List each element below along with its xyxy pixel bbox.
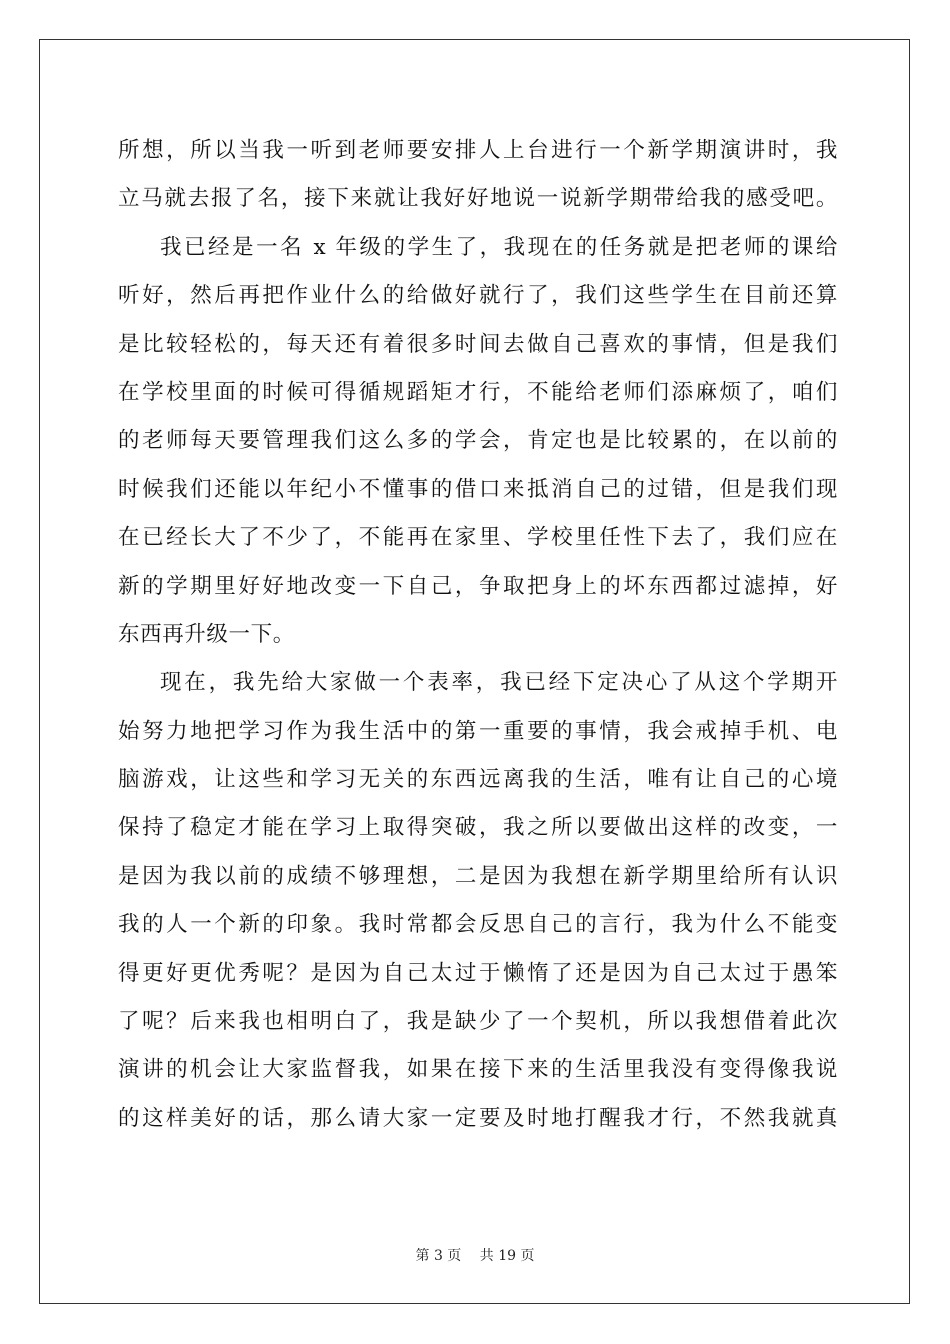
text-line: 在学校里面的时候可得循规蹈矩才行，不能给老师们添麻烦了，咱们 <box>118 379 838 405</box>
text-line: 的老师每天要管理我们这么多的学会，肯定也是比较累的，在以前的 <box>118 428 838 454</box>
text-line: 在已经长大了不少了，不能再在家里、学校里任性下去了，我们应在 <box>118 525 838 551</box>
page-total: 共 19 页 <box>479 1248 535 1264</box>
text-line: 始努力地把学习作为我生活中的第一重要的事情，我会戒掉手机、电 <box>118 718 838 744</box>
text-line: 所想，所以当我一听到老师要安排人上台进行一个新学期演讲时，我 <box>118 138 838 163</box>
text-line: 时候我们还能以年纪小不懂事的借口来抵消自己的过错，但是我们现 <box>118 476 838 502</box>
text-line: 新的学期里好好地改变一下自己，争取把身上的坏东西都过滤掉，好 <box>118 573 838 599</box>
paragraph-first-line: 现在，我先给大家做一个表率，我已经下定决心了从这个学期开 <box>160 670 838 696</box>
text-line: 是比较轻松的，每天还有着很多时间去做自己喜欢的事情，但是我们 <box>118 331 838 357</box>
text-line: 我的人一个新的印象。我时常都会反思自己的言行，我为什么不能变 <box>118 912 838 938</box>
text-line: 演讲的机会让大家监督我，如果在接下来的生活里我没有变得像我说 <box>118 1057 838 1083</box>
paragraph-first-line: 我已经是一名 x 年级的学生了，我现在的任务就是把老师的课给 <box>160 234 838 260</box>
document-body <box>118 127 838 1143</box>
page-footer <box>0 1245 950 1265</box>
text-line: 立马就去报了名，接下来就让我好好地说一说新学期带给我的感受吧。 <box>118 186 838 212</box>
text-line: 了呢？后来我也相明白了，我是缺少了一个契机，所以我想借着此次 <box>118 1009 838 1035</box>
text-line: 保持了稳定才能在学习上取得突破，我之所以要做出这样的改变，一 <box>118 815 838 841</box>
text-line: 的这样美好的话，那么请大家一定要及时地打醒我才行，不然我就真 <box>118 1105 838 1131</box>
text-line: 听好，然后再把作业什么的给做好就行了，我们这些学生在目前还算 <box>118 283 838 309</box>
paragraph-last-line: 东西再升级一下。 <box>118 621 295 647</box>
text-line: 是因为我以前的成绩不够理想，二是因为我想在新学期里给所有认识 <box>118 863 838 889</box>
page-number: 第 3 页 <box>415 1248 462 1264</box>
text-line: 得更好更优秀呢？是因为自己太过于懒惰了还是因为自己太过于愚笨 <box>118 960 838 986</box>
text-line: 脑游戏，让这些和学习无关的东西远离我的生活，唯有让自己的心境 <box>118 767 838 793</box>
